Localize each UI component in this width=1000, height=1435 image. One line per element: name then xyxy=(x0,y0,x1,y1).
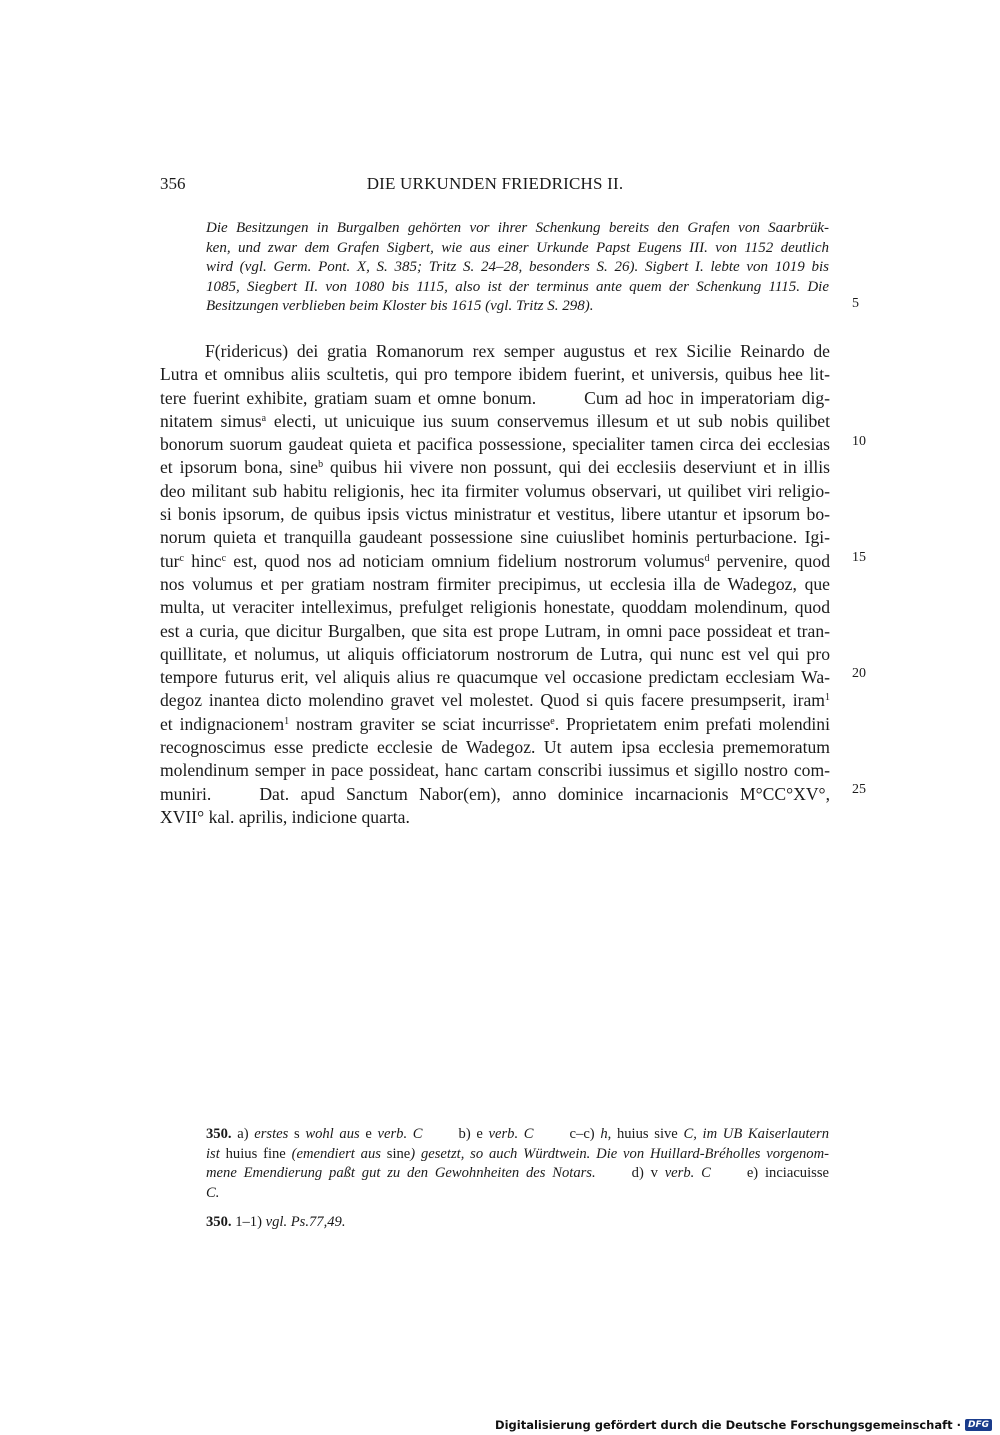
text-line: recognoscimus esse predicte ecclesie de Wadegoz. Ut autem ipsa ecclesia prememoratum xyxy=(160,737,830,758)
commentary-line: Die Besitzungen in Burgalben gehörten vor ihrer Schenkung bereits den Grafen von Saarbrük- xyxy=(206,220,829,236)
text-line: degoz inantea dicto molendino gravet vel molestet. Quod si quis facere presumpserit, iram$^1$ xyxy=(160,690,830,711)
text-line: norum quieta et tranquilla gaudeant possessione sine cuiuslibet hominis perturbacione. Igi- xyxy=(160,527,830,548)
apparatus-line: ist huius fine (emendiert aus sine) gesetzt, so auch Würdtwein. Die von Huillard-Bréholles vorgenom- xyxy=(206,1145,829,1162)
running-title: DIE URKUNDEN FRIEDRICHS II. xyxy=(366,174,624,193)
text-line: nos volumus et per gratiam nostram firmiter precipimus, ut ecclesia illa de Wadegoz, que xyxy=(160,573,830,594)
text-line: tur$^c$ hinc$^c$ est, quod nos ad noticiam omnium fidelium nostrorum volumus$^d$ pervenire, quod xyxy=(160,550,830,571)
digitization-credit xyxy=(495,1418,992,1432)
footnote-ref: e xyxy=(550,715,555,727)
text-line: et ipsorum bona, sine$^b$ quibus hii vivere non possunt, qui dei ecclesiis deserviunt et in illis xyxy=(160,457,830,478)
commentary-paragraph xyxy=(206,219,829,317)
text-line: deo militant sub habitu religionis, hec ita firmiter volumus observari, ut quilibet viri religio- xyxy=(160,480,830,501)
text-line: XVII° kal. aprilis, indicione quarta. xyxy=(160,806,410,827)
text-line: molendinum semper in pace possideat, hanc cartam conscribi iussimus et sigillo nostro com- xyxy=(160,760,830,781)
annotations: 350. 1–1) vgl. Ps.77,49. xyxy=(206,1214,346,1230)
line-number: 25 xyxy=(852,782,866,797)
line-number: 5 xyxy=(852,296,859,311)
critical-apparatus xyxy=(206,1125,829,1203)
text-line: bonorum suorum gaudeat quieta et pacifica possessione, specialiter tamen circa dei ecclesias xyxy=(160,434,830,455)
commentary-line: wird (vgl. Germ. Pont. X, S. 385; Tritz S. 24–28, besonders S. 26). Sigbert I. lebte von 1019 bis xyxy=(206,259,829,276)
footnote-ref: d xyxy=(704,552,710,564)
line-number: 15 xyxy=(852,550,866,565)
footnote-ref: b xyxy=(318,459,324,471)
text-line: est a curia, que dicitur Burgalben, que sita est prope Lutram, in omni pace possideat et tran- xyxy=(160,620,830,641)
footnote-ref: 1 xyxy=(284,715,290,727)
commentary-line: 1085, Siegbert II. von 1080 bis 1115, also ist der terminus ante quem der Schenkung 1115. Die xyxy=(206,278,829,295)
footnote-ref: 1 xyxy=(825,692,830,704)
text-line: quillitate, et nolumus, ut aliquis officiatorum nostrorum de Lutra, qui nunc est vel qui pro xyxy=(160,643,830,664)
text-line: tempore futurus erit, vel aliquis alius re quacumque vel occasione predictam ecclesiam Wa- xyxy=(160,667,830,688)
charter-text xyxy=(160,340,830,829)
footnote-ref: a xyxy=(261,412,267,424)
text-line: nitatem simus$^a$ electi, ut unicuique ius suum conservemus illesum et ut sub nobis quilibet xyxy=(160,410,830,431)
apparatus-line: mene Emendierung paßt gut zu den Gewohnheiten des Notars. d) v verb. C e) inciacuisse xyxy=(206,1165,829,1181)
footnote-ref: c xyxy=(179,552,184,564)
text-line: tere fuerint exhibite, gratiam suam et omne bonum. Cum ad hoc in imperatoriam dig- xyxy=(160,387,830,408)
text-line: et indignacionem$^1$ nostram graviter se sciat incurrisse$^e$. Proprietatem enim prefati molendini xyxy=(160,713,830,734)
line-number: 10 xyxy=(852,434,866,449)
apparatus-line: 350. a) erstes s wohl aus e verb. C b) e verb. C c–c) h, huius sive C, im UB Kaiserlautern xyxy=(206,1126,830,1142)
commentary-line: ken, und zwar dem Grafen Sigbert, wie aus einer Urkunde Papst Eugens III. von 1152 deutlich xyxy=(206,239,829,256)
text-line: Lutra et omnibus aliis scultetis, qui pro tempore ibidem fuerint, et universis, quibus hee lit- xyxy=(160,364,830,385)
text-line: si bonis ipsorum, de quibus ipsis victus ministratur et vestitus, libere utantur et ipsorum bo- xyxy=(160,504,830,525)
dfg-logo: DFG xyxy=(965,1419,992,1431)
footnote-ref: c xyxy=(221,552,227,564)
credit-text: Digitalisierung gefördert durch die Deutsche Forschungsgemeinschaft · xyxy=(495,1418,961,1432)
page-number: 356 xyxy=(160,174,186,193)
running-header xyxy=(160,174,830,196)
text-line: muniri. Dat. apud Sanctum Nabor(em), anno dominice incarnacionis M°CC°XV°, xyxy=(160,783,830,804)
commentary-line: Besitzungen verblieben beim Kloster bis 1615 (vgl. Tritz S. 298). xyxy=(206,298,594,315)
apparatus-line: C. xyxy=(206,1184,220,1201)
text-line: F(ridericus) dei gratia Romanorum rex semper augustus et rex Sicilie Reinardo de xyxy=(205,341,830,361)
text-line: multa, ut veraciter intelleximus, prefulget religionis honestate, quoddam molendinum, quod xyxy=(160,597,830,618)
line-number: 20 xyxy=(852,666,866,681)
